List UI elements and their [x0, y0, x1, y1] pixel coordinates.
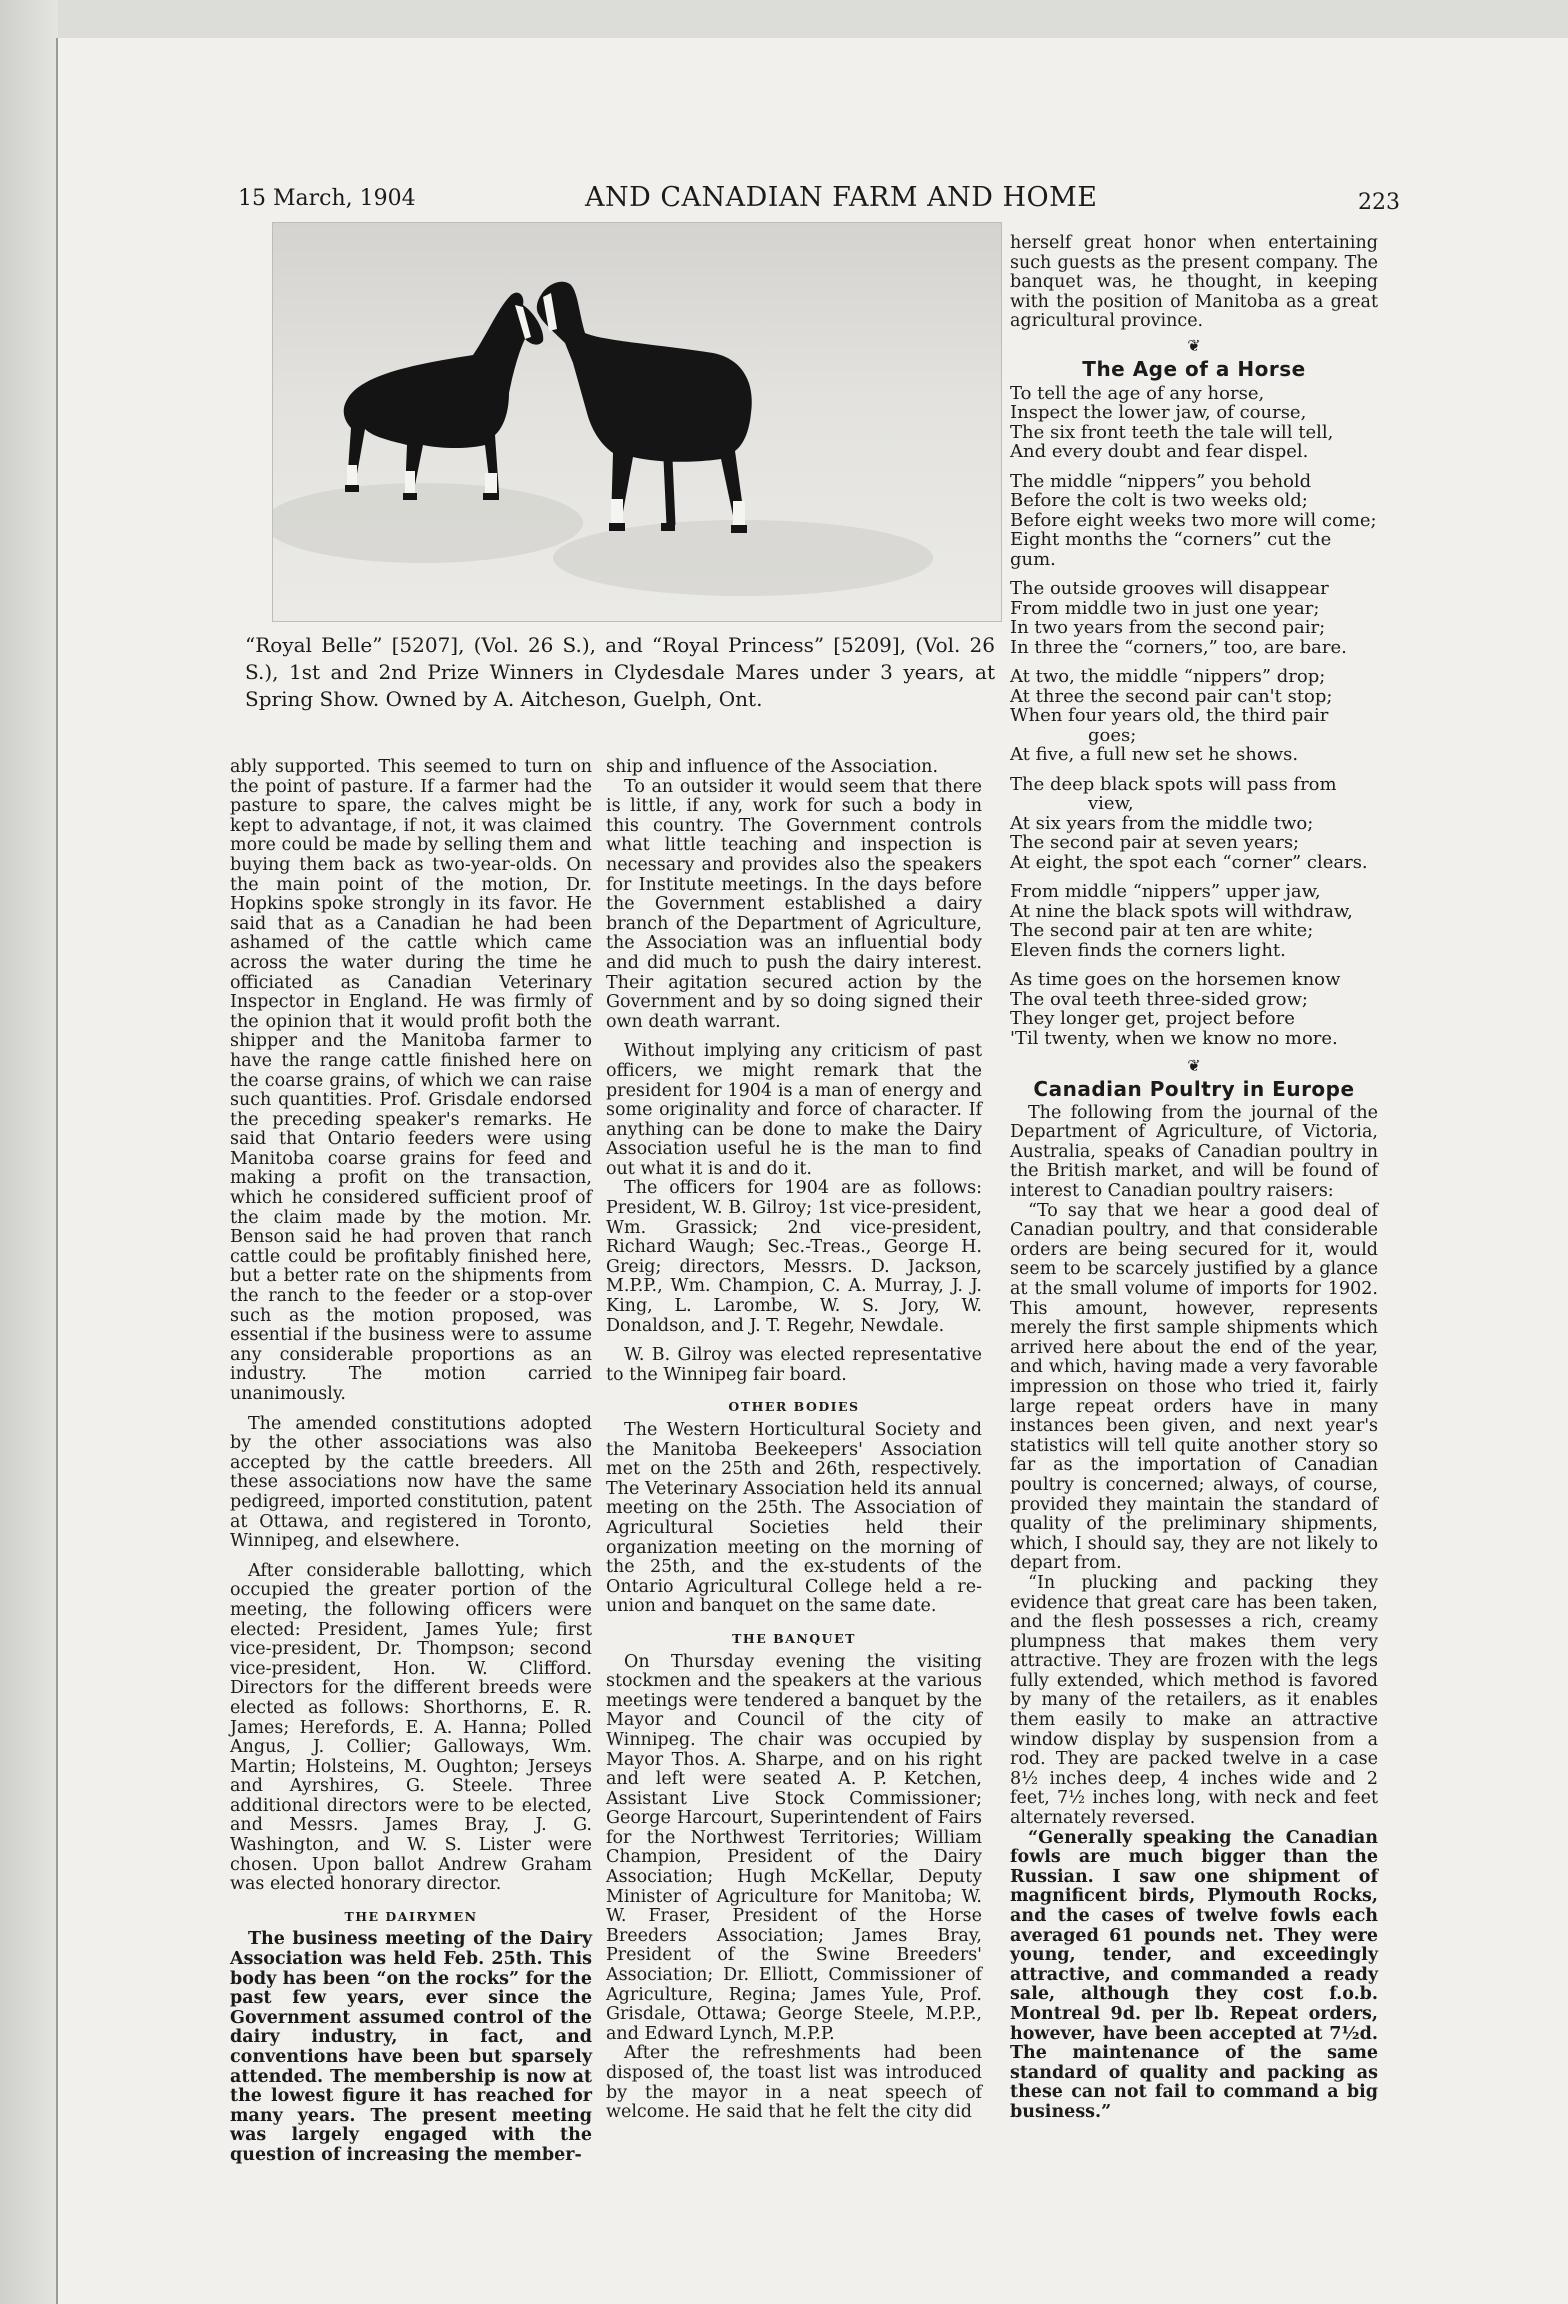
column-right	[1010, 234, 1378, 2123]
poem-line: The second pair at seven years;	[1010, 832, 1300, 854]
paragraph: The Western Horticultural Society and the Manitoba Beekeepers' Association met on the 25th and 26th, respectively. The Veterinary Association held its annual meeting on the 25th. The Association of Agricultural Societies held their organization meeting on the morning of the 25th, and the ex-students of the Ontario Agricultural College held a re-union and banquet on the same date.	[606, 1420, 982, 1617]
poem-line: When four years old, the third pair	[1010, 705, 1329, 727]
paragraph: “In plucking and packing they evidence that great care has been taken, and the flesh possesses a rich, creamy plumpness that makes them very attractive. They are frozen with the legs fully extended, which method is favored by many of the retailers, as it enables them easily to make an attractive window display by suspension from a rod. They are packed twelve in a case 8½ inches deep, 4 inches wide and 2 feet, 7½ inches long, with neck and feet alternately reversed.	[1010, 1572, 1378, 1829]
poem-line: In three the “corners,” too, are bare.	[1010, 636, 1347, 658]
running-header	[0, 182, 1568, 226]
paragraph: On Thursday evening the visiting stockmen and the speakers at the various meetings were tendered a banquet by the Mayor and Council of the city of Winnipeg. The chair was occupied by Mayor Thos. A. Sharpe, and on his right and left were seated A. P. Ketchen, Assistant Live Stock Commissioner; George Harcourt, Superintendent of Fairs for the Northwest Territories; William Champion, President of the Dairy Association; Hugh McKellar, Deputy Minister of Agriculture for Manitoba; W. W. Fraser, President of the Horse Breeders Association; James Bray, President of the Swine Breeders' Association; Dr. Elliott, Commissioner of Agriculture, Regina; James Yule, Prof. Grisdale, Ottawa; George Steele, M.P.P., and Edward Lynch, M.P.P.	[606, 1651, 982, 2044]
poem-line: To tell the age of any horse,	[1010, 382, 1265, 404]
poem-stanza	[1010, 579, 1378, 657]
column-middle	[606, 758, 982, 2123]
clydesdale-mares-photo	[272, 222, 1002, 622]
page-gutter	[0, 0, 58, 2304]
poem-line: The deep black spots will pass from	[1010, 773, 1337, 795]
paragraph: herself great honor when entertaining such guests as the present company. The banquet was, he thought, in keeping with the position of Manitoba as a great agricultural province.	[1010, 233, 1378, 332]
section-subhead-other-bodies: OTHER BODIES	[728, 1399, 860, 1415]
poem-line: At five, a full new set he shows.	[1010, 744, 1299, 766]
poem-line: The outside grooves will disappear	[1010, 578, 1329, 600]
poem-line: As time goes on the horsemen know	[1010, 969, 1341, 991]
poem-line: At six years from the middle two;	[1010, 812, 1314, 834]
paragraph: ship and influence of the Association.	[606, 757, 939, 777]
paragraph: The business meeting of the Dairy Association was held Feb. 25th. This body has been “on the rocks” for the past few years, ever since the Government assumed control of the dairy industry, in fact, and conventions have been but sparsely attended. The membership is now at the lowest figure it has reached for many years. The present meeting was largely engaged with the question of increasing the member-	[230, 1929, 592, 2165]
poem-line: The second pair at ten are white;	[1010, 920, 1314, 942]
paragraph: The amended constitutions adopted by the other associations was also accepted by the cattle breeders. All these associations now have the same pedigreed, imported constitution, patent at Ottawa, and registered in Toronto, Winnipeg, and elsewhere.	[230, 1413, 592, 1552]
paragraph: After the refreshments had been disposed of, the toast list was introduced by the mayor in a neat speech of welcome. He said that he felt the city did	[606, 2043, 982, 2123]
publication-title: AND CANADIAN FARM AND HOME	[585, 182, 1098, 213]
poem-age-of-horse	[1010, 384, 1378, 1049]
poem-line: Inspect the lower jaw, of course,	[1010, 402, 1307, 424]
paragraph: Without implying any criticism of past officers, we might remark that the president for 1904 is a man of energy and some originality and force of character. If anything can be done to make the Dairy Association useful he is the man to find out what it is and do it.	[606, 1041, 982, 1179]
issue-date: 15 March, 1904	[238, 186, 416, 211]
poem-line: Eleven finds the corners light.	[1010, 939, 1286, 961]
paragraph: “To say that we hear a good deal of Canadian poultry, and that considerable orders are being secured for it, would seem to be scarcely justified by a glance at the small volume of imports for 1902. This amount, however, represents merely the first sample shipments which arrived here about the end of the year, and which, having made a very favorable impression on those who tried it, fairly large repeat orders have in many instances been given, and next year's statistics will tell quite another story so far as the importation of Canadian poultry is concerned; always, of course, provided they maintain the standard of quality of the preliminary shipments, which, I should say, they are not likely to depart from.	[1010, 1200, 1378, 1574]
poem-line: 'Til twenty, when we know no more.	[1010, 1027, 1338, 1049]
poem-stanza	[1010, 667, 1378, 765]
poem-line: And every doubt and fear dispel.	[1010, 441, 1309, 463]
photo-caption	[245, 632, 995, 713]
poem-line: Before eight weeks two more will come;	[1010, 509, 1377, 531]
paragraph: ably supported. This seemed to turn on the point of pasture. If a farmer had the pasture to spare, the calves might be kept to advantage, if not, it was claimed more could be made by selling them and buying them back as two-year-olds. On the main point of the motion, Dr. Hopkins spoke strongly in its favor. He said that as a Canadian he had been ashamed of the cattle which came across the water during the time he officiated as Canadian Veterinary Inspector in England. He was firmly of the opinion that it would profit both the shipper and the Manitoba farmer to have the range cattle finished here on the coarse grains, of which we can raise such quantities. Prof. Grisdale endorsed the preceding speaker's remarks. He said that Ontario feeders were using Manitoba coarse grains for feed and making a profit on the transaction, which he considered sufficient proof of the claim made by the motion. Mr. Benson said he had proven that ranch cattle could be profitably finished here, but a better rate on the shipments from the ranch to the feeder or a stop-over such as the motion proposed, was essential if the business were to assume any considerable proportions as an industry. The motion carried unanimously.	[230, 757, 592, 1404]
poem-line: view,	[1088, 793, 1134, 815]
paragraph: W. B. Gilroy was elected representative to the Winnipeg fair board.	[606, 1345, 982, 1385]
poem-line: Before the colt is two weeks old;	[1010, 490, 1308, 512]
poem-line: They longer get, project before	[1010, 1008, 1295, 1030]
poem-line: The oval teeth three-sided grow;	[1010, 988, 1308, 1010]
leaf-ornament-icon: ❦	[1187, 335, 1201, 355]
poem-line: From middle two in just one year;	[1010, 597, 1320, 619]
caption-text: “Royal Belle” [5207], (Vol. 26 S.), and “Royal Princess” [5209], (Vol. 26 S.), 1st and 2nd Prize Winners in Clydesdale Mares under 3 years, at Spring Show. Owned by A. Aitcheson, Guelph, Ont.	[245, 633, 995, 711]
poem-stanza	[1010, 775, 1378, 873]
section-subhead-dairymen: THE DAIRYMEN	[344, 1908, 478, 1924]
poem-line: goes;	[1088, 724, 1137, 746]
heading-canadian-poultry: Canadian Poultry in Europe	[1033, 1077, 1355, 1102]
poem-line: At eight, the spot each “corner” clears.	[1010, 851, 1368, 873]
leaf-ornament-icon: ❦	[1187, 1056, 1201, 1076]
poem-stanza	[1010, 882, 1378, 960]
poem-line: From middle “nippers” upper jaw,	[1010, 881, 1321, 903]
poem-stanza	[1010, 970, 1378, 1048]
paragraph: After considerable ballotting, which occupied the greater portion of the meeting, the following officers were elected: President, James Yule; first vice-president, Dr. Thompson; second vice-president, Hon. W. Clifford. Directors for the different breeds were elected as follows: Shorthorns, E. R. James; Herefords, E. A. Hanna; Polled Angus, J. Collier; Galloways, Wm. Martin; Holsteins, M. Oughton; Jerseys and Ayrshires, G. Steele. Three additional directors were to be elected, and Messrs. James Bray, J. G. Washington, and W. S. Lister were chosen. Upon ballot Andrew Graham was elected honorary director.	[230, 1560, 592, 1895]
paragraph: The following from the journal of the Department of Agriculture, of Victoria, Australia, speaks of Canadian poultry in the British market, and will be found of interest to Canadian poultry raisers:	[1010, 1102, 1378, 1202]
poem-stanza	[1010, 384, 1378, 462]
poem-line: At three the second pair can't stop;	[1010, 685, 1333, 707]
paragraph: “Generally speaking the Canadian fowls are much bigger than the Russian. I saw one shipment of magnificent birds, Plymouth Rocks, and the cases of twelve fowls each averaged 61 pounds net. They were young, tender, and exceedingly attractive, and commanded a ready sale, although they cost f.o.b. Montreal 9d. per lb. Repeat orders, however, have been accepted at 7½d. The maintenance of the same standard of quality and packing as these can not fail to command a big business.”	[1010, 1827, 1378, 2122]
paragraph: The officers for 1904 are as follows: President, W. B. Gilroy; 1st vice-president, Wm. Grassick; 2nd vice-president, Richard Waugh; Sec.-Treas., George H. Greig; directors, Messrs. D. Jackson, M.P.P., Wm. Champion, C. A. Murray, J. J. King, L. Larombe, W. S. Jory, W. Donaldson, and J. T. Regehr, Newdale.	[606, 1178, 982, 1336]
poem-line: The middle “nippers” you behold	[1010, 470, 1312, 492]
poem-line: The six front teeth the tale will tell,	[1010, 421, 1334, 443]
poem-line: In two years from the second pair;	[1010, 617, 1326, 639]
column-left	[230, 758, 592, 2166]
page-number: 223	[1358, 190, 1400, 215]
poem-stanza	[1010, 472, 1378, 570]
section-subhead-banquet: THE BANQUET	[732, 1630, 856, 1646]
horses-illustration	[273, 223, 1001, 621]
poem-line: At two, the middle “nippers” drop;	[1010, 666, 1326, 688]
poem-line: At nine the black spots will withdraw,	[1010, 900, 1353, 922]
poem-line: Eight months the “corners” cut the gum.	[1010, 529, 1332, 570]
paragraph: To an outsider it would seem that there is little, if any, work for such a body in this country. The Government controls what little teaching and inspection is necessary and provides also the speakers for Institute meetings. In the days before the Government established a dairy branch of the Department of Agriculture, the Association was an influential body and did much to push the dairy interest. Their agitation secured action by the Government and by so doing signed their own death warrant.	[606, 776, 982, 1032]
heading-age-of-horse: The Age of a Horse	[1082, 356, 1306, 381]
